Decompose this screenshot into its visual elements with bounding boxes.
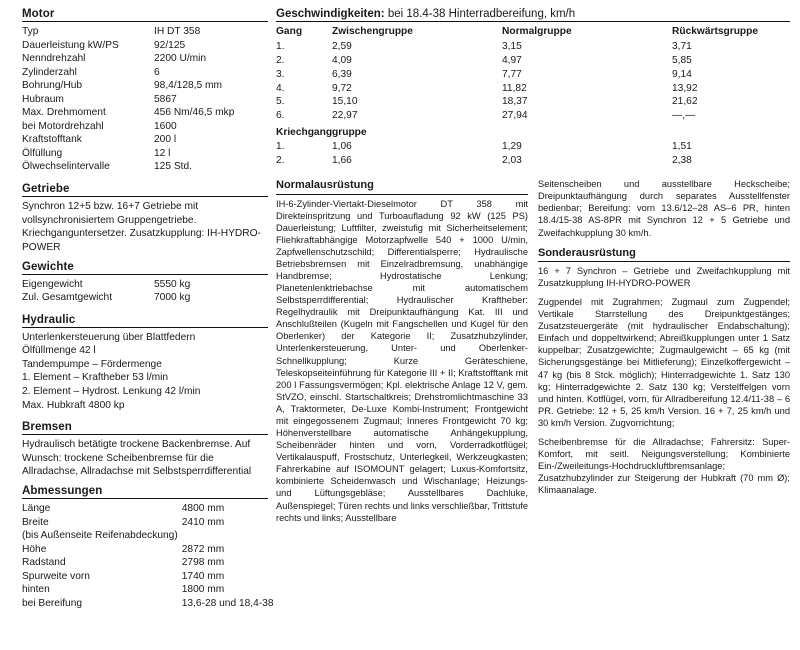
cell-rueckwaertsgruppe: —,— <box>672 110 696 121</box>
section-title-sonderausruestung: Sonderausrüstung <box>538 246 636 259</box>
cell-normalgruppe: 2,03 <box>502 154 522 166</box>
cell-rueckwaertsgruppe: 5,85 <box>672 55 692 66</box>
cell-zwischengruppe: 2,59 <box>332 41 352 53</box>
spec-value: 2200 U/min <box>154 53 207 65</box>
equipment-columns <box>276 178 790 530</box>
cell-rueckwaertsgruppe: 3,71 <box>672 41 692 53</box>
table-row <box>22 543 274 557</box>
divider <box>22 274 268 275</box>
table-row <box>22 278 268 292</box>
table-row <box>22 597 274 611</box>
spec-value: 98,4/128,5 mm <box>154 80 222 92</box>
table-row <box>22 66 268 80</box>
spec-label: Zul. Gesamtgewicht <box>22 292 113 304</box>
table-row <box>22 106 268 120</box>
spec-label: Typ <box>22 26 39 37</box>
hydraulic-line: 1. Element – Kraftheber 53 l/min <box>22 372 169 384</box>
spec-label: Max. Drehmoment <box>22 107 106 119</box>
table-row <box>22 516 274 530</box>
cell-zwischengruppe: 9,72 <box>332 82 352 94</box>
normalausruestung-continued: Seitenscheiben und ausstellbare Heckscheibe; Dreipunktaufhängung durch separates Ausstellfenster bedienbar; Bereifung: vorn 13.6/12–28 AS–6 PR, hinten 18.4/15-38 AS-8PR mit Synchron 12 + 5 Getriebe und Zweifachkupplung 30 km/h. <box>538 179 790 238</box>
table-row <box>22 133 268 147</box>
spec-value: 2798 mm <box>181 557 225 569</box>
spec-label: (bis Außenseite Reifenabdeckung) <box>22 530 178 542</box>
cell-normalgruppe: 3,15 <box>502 41 522 53</box>
spec-value: 5867 <box>154 93 177 105</box>
kriechganggruppe-title: Kriechganggruppe <box>276 126 367 138</box>
column-header: Zwischengruppe <box>332 26 413 37</box>
divider <box>276 194 528 195</box>
table-row <box>276 154 790 168</box>
spec-label: Radstand <box>22 557 66 569</box>
motor-spec-table <box>22 25 268 174</box>
spec-label: Eigengewicht <box>22 278 83 290</box>
cell-normalgruppe: 18,37 <box>502 96 528 108</box>
cell-normalgruppe: 11,82 <box>502 82 527 94</box>
abmessungen-spec-table <box>22 502 274 610</box>
speed-section-title <box>276 8 790 20</box>
spec-label: Nenndrehzahl <box>22 53 86 65</box>
spec-value: 6 <box>154 66 160 78</box>
table-row <box>276 54 790 68</box>
spec-label: Dauerleistung kW/PS <box>22 39 119 51</box>
spec-value: 12 l <box>154 147 171 159</box>
cell-zwischengruppe: 1,66 <box>332 154 352 166</box>
spec-value: 7000 kg <box>154 292 191 304</box>
cell-gang: 2. <box>276 154 285 166</box>
hydraulic-line: Max. Hubkraft 4800 kp <box>22 399 125 411</box>
list-item <box>22 344 268 358</box>
table-row <box>22 160 268 174</box>
cell-gang: 1. <box>276 41 285 53</box>
speed-table <box>276 25 790 123</box>
table-row <box>22 147 268 161</box>
spec-label: Ölfüllung <box>22 147 63 159</box>
speed-title: Geschwindigkeiten: <box>276 8 385 20</box>
list-item <box>22 358 268 372</box>
spec-label: bei Motordrehzahl <box>22 120 104 132</box>
table-row <box>276 82 790 96</box>
spec-value: 5550 kg <box>154 278 191 290</box>
sonderausruestung-column <box>538 178 790 530</box>
table-row <box>276 95 790 109</box>
normalausruestung-text: IH-6-Zylinder-Viertakt-Dieselmotor DT 358 mit Direkteinspritzung und Turboaufladung 92 kW (125 PS) Dauerleistung; Luftfilter, zweistufig mit Sicherheitselement; Fliehkraftabhängige Motorzapfwelle 540 + 1000 U/min, Zapfwellenschutzschild; Differentialsperre; Hydraulische Betriebsbremsen mit Einzelradbremsung, unabhängige Handbremse; Hydrostatische Lenkung; Planetenlenktriebachse mit automatischem Selbstsperrdifferential; Hydraulischer Kraftheber: Regelhydraulik mit Dreipunktaufhängung Kat. III und Anschlußteilen (Kugeln mit Fangschellen und Kugel für den Oberlenker) der Kategorie II; Zusatzhubzylinder, Unterlenkersteuerung, Unter- und Oberlenker-Schnellkupplung; Kurze Geräteschiene, Teleskopseiteinführung für Kategorie III + II; Kraftstofftank mit 200 l Fassungsvermögen; Kpl. elektrische Anlage 12 V, gem. StVZO, einschl. Startschaltkreis; Drehstromlichtmaschine 33 A, Traktormeter, De-Luxe Kombi-Instrument; Frontgewicht mit eingegossenem Zugmaul; Inneres Frontgewicht 70 kg; Höhenverstellbare automatische Anhängekupplung, Scheibenräder hinten und vorn, Vorderradkotflügel; Vertikalauspuff, Frostschutz, Unterlegkeil, Werkzeugkasten; Fahrerkabine auf ISOMOUNT gelagert; Luxus-Komfortsitz, kombinierte Scheidenwasch und Wischanlage; Heizungs- und Lüftungsgebläse; Ausstellbares Dachluke, Außenspiegel; Türen rechts und links verschließbar, Trittstufe rechts und links; Ausstellbare <box>276 198 528 523</box>
cell-gang: 4. <box>276 82 285 94</box>
cell-zwischengruppe: 4,09 <box>332 55 352 66</box>
gewichte-spec-table <box>22 278 268 305</box>
list-item <box>22 399 268 413</box>
hydraulic-line: Unterlenkersteuerung über Blattfedern <box>22 331 196 343</box>
table-row <box>22 529 274 543</box>
divider <box>276 21 790 22</box>
cell-normalgruppe: 4,97 <box>502 55 522 66</box>
section-title-gewichte: Gewichte <box>22 260 74 273</box>
spacer <box>22 412 268 421</box>
speed-subtitle: bei 18.4-38 Hinterradbereifung, km/h <box>387 8 576 20</box>
table-row <box>276 109 790 123</box>
table-row <box>22 93 268 107</box>
right-column <box>276 8 790 644</box>
divider <box>22 498 268 499</box>
cell-gang: 3. <box>276 68 285 80</box>
spec-value: 125 Std. <box>154 161 192 173</box>
section-title-abmessungen: Abmessungen <box>22 485 103 498</box>
table-row <box>22 39 268 53</box>
spec-value: 200 l <box>154 134 177 146</box>
hydraulic-line: 2. Element – Hydrost. Lenkung 42 l/min <box>22 385 201 397</box>
spec-value: 1740 mm <box>181 570 225 582</box>
hydraulic-line: Tandempumpe – Fördermenge <box>22 358 162 370</box>
table-row <box>22 583 274 597</box>
table-row <box>22 502 274 516</box>
table-row <box>276 140 790 154</box>
table-row <box>22 25 268 39</box>
spec-value: 4800 mm <box>181 503 225 515</box>
table-row <box>22 52 268 66</box>
spec-value: 2410 mm <box>181 516 225 528</box>
list-item <box>22 371 268 385</box>
sonderausruestung-text-1: 16 + 7 Synchron – Getriebe und Zweifachkupplung mit Zusatzkupplung IH-HYDRO-POWER <box>538 265 790 289</box>
cell-rueckwaertsgruppe: 13,92 <box>672 82 698 94</box>
left-column <box>22 8 276 644</box>
normalausruestung-column <box>276 178 528 530</box>
divider <box>538 261 790 262</box>
section-title-motor: Motor <box>22 8 55 20</box>
spec-label: Zylinderzahl <box>22 66 77 78</box>
hydraulic-list <box>22 331 268 412</box>
section-title-bremsen: Bremsen <box>22 421 72 434</box>
spec-value: 1800 mm <box>181 584 225 596</box>
kriechganggruppe-table <box>276 140 790 168</box>
cell-normalgruppe: 1,29 <box>502 140 522 152</box>
spec-label: Breite <box>22 516 49 528</box>
cell-rueckwaertsgruppe: 1,51 <box>672 140 692 152</box>
cell-zwischengruppe: 6,39 <box>332 68 352 80</box>
cell-rueckwaertsgruppe: 2,38 <box>672 154 692 166</box>
cell-gang: 2. <box>276 55 285 66</box>
column-header: Gang <box>276 26 303 37</box>
cell-rueckwaertsgruppe: 21,62 <box>672 96 698 108</box>
hydraulic-line: Ölfüllmenge 42 l <box>22 345 96 357</box>
spacer <box>276 167 790 178</box>
spacer <box>22 305 268 314</box>
column-header: Rückwärtsgruppe <box>672 26 759 37</box>
spec-label: Spurweite vorn <box>22 570 90 582</box>
spec-label: Ölwechselintervalle <box>22 161 110 173</box>
spec-label: bei Bereifung <box>22 597 83 609</box>
spec-value: 1600 <box>154 120 177 132</box>
spec-label: Bohrung/Hub <box>22 80 83 92</box>
table-row <box>22 291 268 305</box>
spec-value: 456 Nm/46,5 mkp <box>154 107 235 119</box>
cell-normalgruppe: 27,94 <box>502 110 528 121</box>
section-title-normalausruestung: Normalausrüstung <box>276 179 374 192</box>
cell-gang: 5. <box>276 96 285 108</box>
cell-zwischengruppe: 15,10 <box>332 96 358 108</box>
list-item <box>22 331 268 345</box>
cell-normalgruppe: 7,77 <box>502 68 522 80</box>
spec-label: Hubraum <box>22 93 64 105</box>
sonderausruestung-text-3: Scheibenbremse für die Allradachse; Fahrersitz: Super-Komfort, mit seitl. Neigungsverstellung; Kombinierte Ein-/Zweileitungs-Hochdruckluftbremsanlage; Zusatzhubzylinder zur Steigerung der Hubkraft (70 mm Ø); Klimaanalage. <box>538 436 790 496</box>
table-header-row <box>276 25 790 40</box>
table-row <box>276 40 790 54</box>
cell-zwischengruppe: 1,06 <box>332 140 352 152</box>
cell-rueckwaertsgruppe: 9,14 <box>672 68 692 80</box>
divider <box>22 196 268 197</box>
spec-label: Höhe <box>22 543 47 555</box>
spec-label: hinten <box>22 584 50 596</box>
spec-value: 92/125 <box>154 39 186 51</box>
divider <box>22 434 268 435</box>
table-row <box>22 556 274 570</box>
spacer <box>22 174 268 183</box>
cell-zwischengruppe: 22,97 <box>332 110 358 121</box>
section-title-hydraulic: Hydraulic <box>22 313 76 326</box>
table-row <box>22 120 268 134</box>
column-header: Normalgruppe <box>502 26 572 37</box>
section-title-getriebe: Getriebe <box>22 183 70 196</box>
table-row <box>276 68 790 82</box>
spec-value: 13,6-28 und 18,4-38 <box>181 597 274 609</box>
sonderausruestung-text-2: Zugpendel mit Zugrahmen; Zugmaul zum Zugpendel; Vertikale Starrstellung des Dreipunktgestänges; Zusatzsteuergeräte (mit hydraulischer Endabschaltung); Einfach und doppeltwirkend; Abreißkupplungen unter 1 Satz kuppelbar; Zusatzgewichte; Zugmaulgewicht – 65 kg (mit Sicherungsgestänge bei Mitlieferung); Einzelkoffergewicht – 47 kg (bis 8 Stck. möglich); Hinterradgewichte 1. Satz 130 kg; Hinterradgewichte 2. Satz 130 kg; Verstelffelgen vorn und hinten. Kotflügel, vorn, für Allradbereifung 12.4/11-38 – 6 PR. Getriebe: 12 + 5, 25 km/h Version. 16 + 7, 25 km/h und 30 km/h Version. Zugvorrichtung; <box>538 297 790 428</box>
table-row <box>22 570 274 584</box>
list-item <box>22 385 268 399</box>
cell-gang: 6. <box>276 110 285 121</box>
spec-label: Länge <box>22 503 51 515</box>
spec-value <box>182 529 274 543</box>
spec-value: IH DT 358 <box>154 26 201 37</box>
getriebe-text: Synchron 12+5 bzw. 16+7 Getriebe mit vollsynchronisiertem Gruppengetriebe. Kriechganguntersetzer. Zusatzkupplung: IH-HYDRO-POWER <box>22 201 261 254</box>
table-row <box>22 79 268 93</box>
divider <box>22 327 268 328</box>
divider <box>22 21 268 22</box>
cell-gang: 1. <box>276 140 285 152</box>
spec-label: Kraftstofftank <box>22 134 82 146</box>
bremsen-text: Hydraulisch betätigte trockene Backenbremse. Auf Wunsch: trockene Scheibenbremse für die Allradachse, Allradachse mit Selbstsperrdifferential <box>22 439 252 478</box>
spec-value: 2872 mm <box>181 543 225 555</box>
